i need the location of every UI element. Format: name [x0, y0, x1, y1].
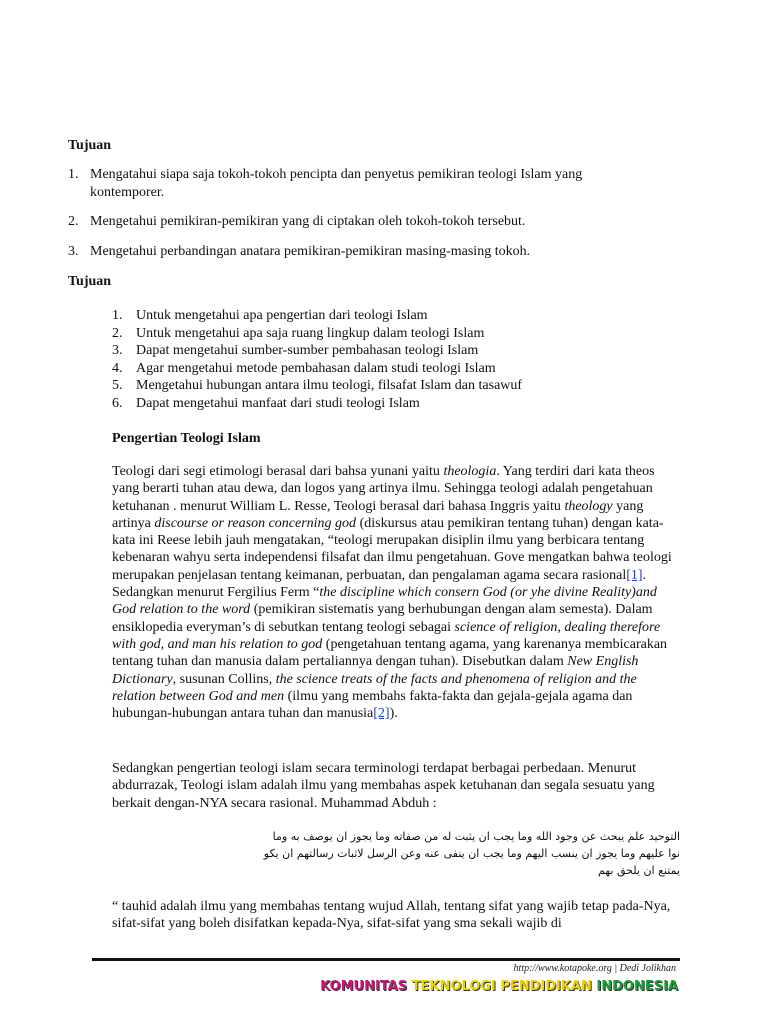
- footer-url: http://www.kotapoke.org | Dedi Jolikhan: [513, 963, 676, 974]
- italic-term: science of religion, dealing therefore with god, and man his relation to god: [112, 619, 661, 652]
- paragraph-definition: [112, 463, 680, 722]
- footer-divider: [92, 958, 680, 961]
- footer-brand-logo: [320, 979, 678, 994]
- list-item: [68, 213, 668, 231]
- list-number: 6.: [112, 395, 123, 411]
- brand-word: PENDIDIKAN: [500, 979, 592, 994]
- italic-term: theology: [564, 498, 613, 514]
- list-text: Agar mengetahui metode pembahasan dalam studi teologi Islam: [136, 360, 496, 376]
- list-text: Mengetahui perbandingan anatara pemikiran-pemikiran masing-masing tokoh.: [90, 244, 531, 259]
- text-run: (pengetahuan tentang agama, yang karenanya membicarakan tentang tuhan dan manusia dalam pertaliannya dengan tuhan). Disebutkan dalam: [112, 636, 668, 670]
- list-number: 4.: [112, 360, 123, 376]
- list-text: Dapat mengetahui sumber-sumber pembahasan teologi Islam: [136, 343, 479, 358]
- list-number: 5.: [112, 378, 123, 393]
- italic-term: discourse or reason concerning god: [154, 515, 357, 531]
- italic-term: the science treats of the facts and phenomena of religion and the relation between God and men: [112, 671, 637, 704]
- italic-term: the discipline which consern God (or yhe divine Reality)and God relation to the word: [112, 585, 657, 618]
- footnote-link-1[interactable]: [1]: [626, 567, 643, 583]
- list-text: Mengatahui siapa saja tokoh-tokoh pencipta dan penyetus pemikiran teologi Islam yang kontemporer.: [90, 167, 583, 200]
- list-item: [68, 166, 668, 202]
- arabic-line: يمتنع ان يلحق بهم: [598, 864, 680, 877]
- text-run: (ilmu yang membahs fakta-fakta dan gejala-gejala agama dan hubungan-hubungan antara tuhan dan manusia: [112, 688, 633, 722]
- footnote-link-2[interactable]: [2]: [373, 706, 390, 722]
- list-number: 2.: [68, 214, 79, 229]
- brand-word: KOMUNITAS: [320, 979, 408, 994]
- arabic-quote: [112, 828, 680, 879]
- list-number: 2.: [112, 325, 123, 341]
- list-text: Mengetahui pemikiran-pemikiran yang di ciptakan oleh tokoh-tokoh tersebut.: [90, 214, 526, 229]
- section-heading-tujuan-2: Tujuan: [68, 274, 112, 289]
- italic-term: New English Dictionary: [112, 654, 639, 687]
- list-number: 3.: [68, 244, 79, 259]
- text-run: . Sedangkan menurut Fergilius Ferm “: [112, 567, 647, 601]
- list-number: 1.: [68, 167, 79, 182]
- paragraph-terminology: Sedangkan pengertian teologi islam secara terminologi terdapat berbagai perbedaan. Menurut abdurrazak, Teologi islam adalah ilmu yang membahas aspek ketuhanan dan segala sesuatu yang berkait dengan-NYA secara rasional. Muhammad Abduh :: [112, 761, 655, 811]
- arabic-line: نوا عليهم وما يجوز ان ينسب اليهم وما يجب ان ينفى عنه وعن الرسل لاثبات رسالتهم ان يكو: [263, 847, 680, 860]
- brand-word: TEKNOLOGI: [411, 979, 496, 994]
- paragraph-tauhid: “ tauhid adalah ilmu yang membahas tentang wujud Allah, tentang sifat yang wajib tetap pada-Nya, sifat-sifat yang boleh disifatkan kepada-Nya, sifat-sifat yang sma sekali wajib di: [112, 899, 671, 932]
- list-number: 1.: [112, 308, 123, 323]
- section-heading-tujuan-1: Tujuan: [68, 138, 112, 153]
- text-run: ).: [389, 706, 398, 722]
- list-item: [68, 243, 668, 261]
- section-heading-pengertian: Pengertian Teologi Islam: [112, 431, 261, 446]
- brand-word: INDONESIA: [596, 979, 678, 994]
- text-run: . Yang terdiri dari kata theos yang berarti tuhan atau dewa, dan logos yang artinya ilmu. Sehingga teologi adalah pengetahuan ketuhanan . menurut William L. Resse, Teologi berasal dari bahasa Inggris yaitu: [112, 464, 655, 514]
- italic-term: theologia: [443, 464, 497, 479]
- list-text: Dapat mengetahui manfaat dari studi teologi Islam: [136, 395, 420, 411]
- text-run: , susunan Collins,: [172, 671, 276, 687]
- arabic-line: التوحيد علم يبحث عن وجود الله وما يجب ان يثبت له من صفاته وما يجوز ان يوصف به وما: [272, 830, 680, 843]
- list-text: Untuk mengetahui apa saja ruang lingkup dalam teologi Islam: [136, 325, 485, 341]
- list-text: Mengetahui hubungan antara ilmu teologi, filsafat Islam dan tasawuf: [136, 378, 523, 393]
- list-number: 3.: [112, 343, 123, 358]
- text-run: (diskursus atau pemikiran tentang tuhan) dengan kata-kata ini Reese lebih jauh mengatakan, “teologi merupakan disiplin ilmu yang berbicara tentang kebenaran wahyu serta independensi filsafat dan ilmu pengetahuan. Gove mengatkan bahwa teologi merupakan penjelasan tentang keimanan, perbuatan, dan pengalaman agama secara rasional: [112, 515, 672, 583]
- list-text: Untuk mengetahui apa pengertian dari teologi Islam: [136, 308, 428, 323]
- text-run: yang artinya: [112, 498, 644, 531]
- text-run: Teologi dari segi etimologi berasal dari bahsa yunani yaitu: [112, 464, 444, 479]
- text-run: (pemikiran sistematis yang berhubungan dengan alam semesta). Dalam ensiklopedia everyman’s di sebutkan tentang teologi sebagai: [112, 602, 653, 635]
